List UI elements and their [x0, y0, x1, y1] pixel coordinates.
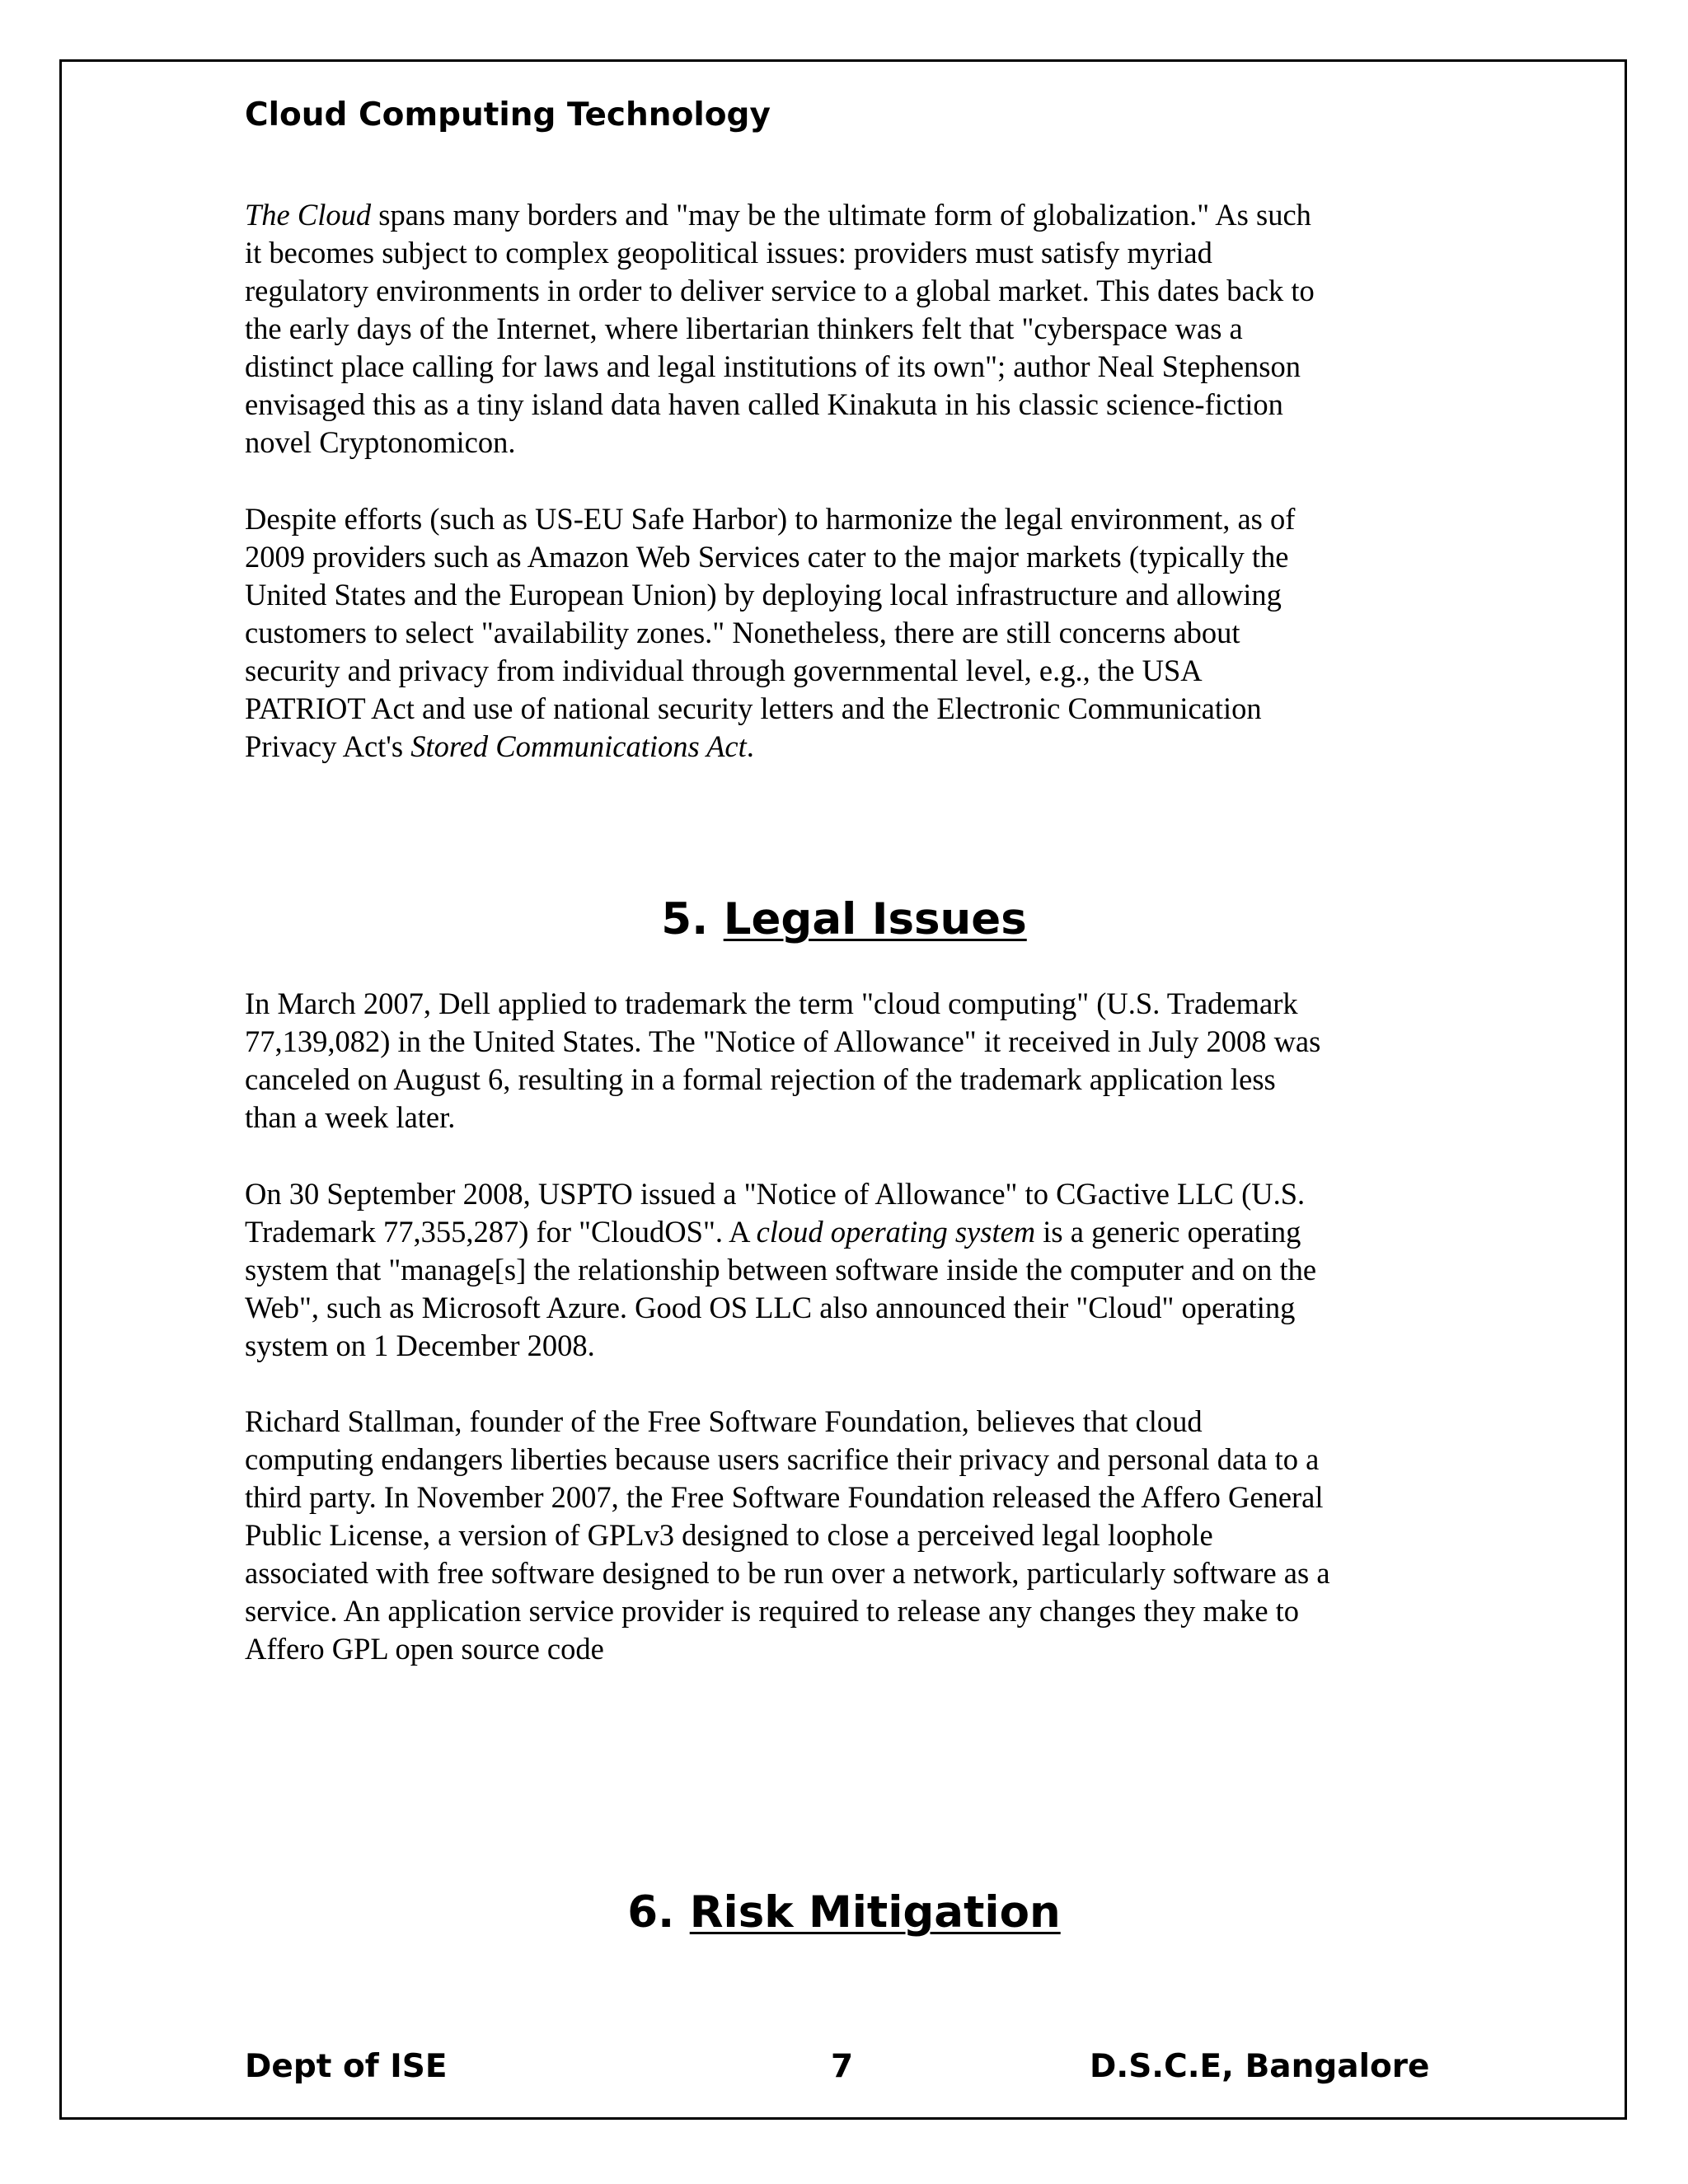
text-line: system that "manage[s] the relationship between software inside the computer and on the: [245, 1253, 1317, 1286]
section-heading-legal-issues: [0, 894, 1688, 944]
text-line: Public License, a version of GPLv3 designed to close a perceived legal loophole: [245, 1518, 1213, 1552]
text-line: customers to select "availability zones." Nonetheless, there are still concerns about: [245, 616, 1240, 649]
text-line: [245, 728, 1456, 766]
text-line: Richard Stallman, founder of the Free Software Foundation, believes that cloud: [245, 1404, 1203, 1438]
text-line: associated with free software designed to be run over a network, particularly software as a: [245, 1556, 1330, 1590]
text-line: service. An application service provider is required to release any changes they make to: [245, 1594, 1300, 1628]
text-span: is a generic operating: [1035, 1215, 1301, 1249]
text-line: PATRIOT Act and use of national security letters and the Electronic Communication: [245, 691, 1262, 725]
text-span: Privacy Act's: [245, 729, 411, 763]
text-line: 77,139,082) in the United States. The "Notice of Allowance" it received in July 2008 was: [245, 1024, 1321, 1058]
section-heading-risk-mitigation: [0, 1887, 1688, 1938]
italic-term: The Cloud: [245, 198, 372, 232]
intro-paragraph-2: [245, 500, 1456, 766]
section-number: 6.: [627, 1887, 690, 1938]
footer-page-number: 7: [831, 2048, 854, 2085]
text-line: third party. In November 2007, the Free Software Foundation released the Affero General: [245, 1480, 1324, 1514]
legal-paragraph-1: [245, 985, 1456, 1137]
text-line: 2009 providers such as Amazon Web Services cater to the major markets (typically the: [245, 540, 1289, 574]
text-line: regulatory environments in order to deliver service to a global market. This dates back to: [245, 274, 1315, 307]
text-line: distinct place calling for laws and legal institutions of its own"; author Neal Stephenson: [245, 349, 1301, 383]
text-line: On 30 September 2008, USPTO issued a "Notice of Allowance" to CGactive LLC (U.S.: [245, 1177, 1306, 1211]
legal-paragraph-2: [245, 1175, 1456, 1365]
text-line: the early days of the Internet, where libertarian thinkers felt that "cyberspace was a: [245, 312, 1243, 345]
italic-term: cloud operating system: [756, 1215, 1036, 1249]
text-line: canceled on August 6, resulting in a formal rejection of the trademark application less: [245, 1062, 1276, 1096]
footer-college: D.S.C.E, Bangalore: [1090, 2048, 1430, 2085]
text-line: Web", such as Microsoft Azure. Good OS LLC also announced their "Cloud" operating: [245, 1291, 1296, 1324]
italic-term: Stored Communications Act: [410, 729, 747, 763]
text-line: Despite efforts (such as US-EU Safe Harbor) to harmonize the legal environment, as of: [245, 502, 1296, 536]
section-number: 5.: [661, 894, 724, 944]
running-header-title: Cloud Computing Technology: [245, 96, 771, 134]
text-line: [245, 196, 1456, 234]
section-title: Legal Issues: [723, 894, 1027, 944]
text-line: security and privacy from individual through governmental level, e.g., the USA: [245, 654, 1203, 687]
text-span: spans many borders and "may be the ultimate form of globalization." As such: [371, 198, 1311, 232]
footer-department: Dept of ISE: [245, 2048, 448, 2085]
text-line: [245, 1213, 1456, 1251]
text-line: than a week later.: [245, 1100, 456, 1134]
text-line: system on 1 December 2008.: [245, 1329, 595, 1362]
text-span: .: [746, 729, 754, 763]
intro-paragraph-1: [245, 196, 1456, 462]
text-line: novel Cryptonomicon.: [245, 425, 516, 459]
text-span: Trademark 77,355,287) for "CloudOS". A: [245, 1215, 757, 1249]
section-title: Risk Mitigation: [689, 1887, 1061, 1938]
text-line: United States and the European Union) by deploying local infrastructure and allowing: [245, 578, 1282, 612]
text-line: it becomes subject to complex geopolitical issues: providers must satisfy myriad: [245, 236, 1212, 269]
text-line: Affero GPL open source code: [245, 1632, 604, 1666]
text-line: computing endangers liberties because users sacrifice their privacy and personal data to a: [245, 1442, 1320, 1476]
legal-paragraph-3: [245, 1403, 1456, 1668]
text-line: In March 2007, Dell applied to trademark the term "cloud computing" (U.S. Trademark: [245, 987, 1298, 1020]
text-line: envisaged this as a tiny island data haven called Kinakuta in his classic science-fiction: [245, 387, 1283, 421]
